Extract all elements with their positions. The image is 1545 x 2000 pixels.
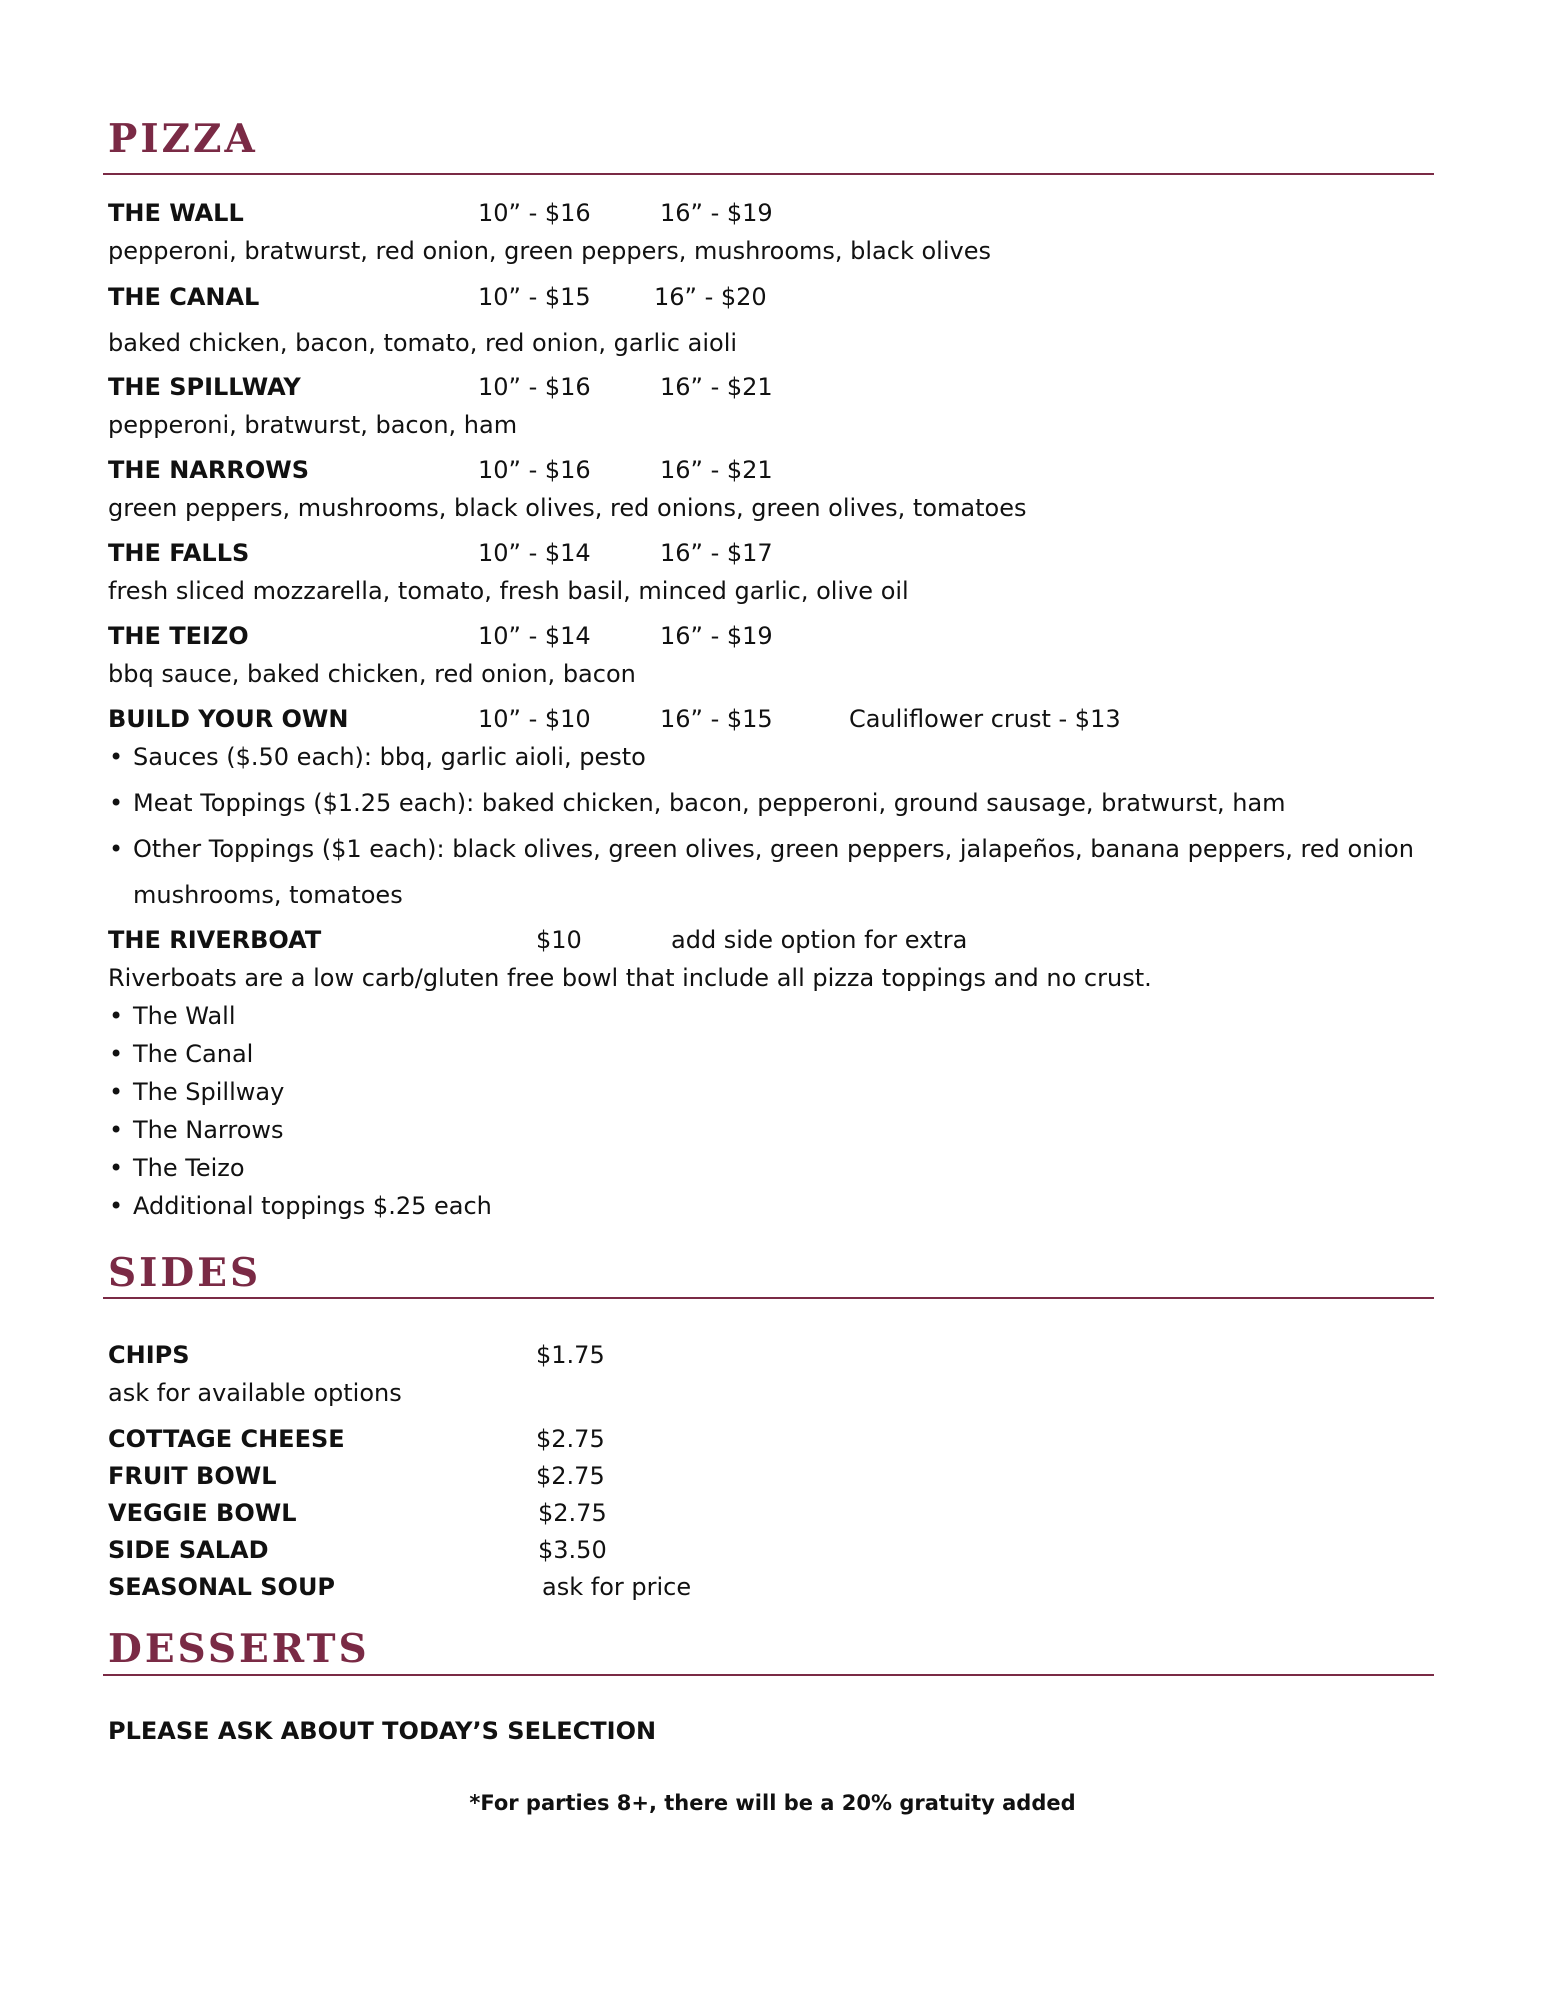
side-item-name: SEASONAL SOUP	[108, 1573, 336, 1601]
side-item-name: FRUIT BOWL	[108, 1462, 277, 1490]
pizza-item-name: THE NARROWS	[108, 456, 309, 484]
riverboat-extra-note: add side option for extra	[671, 926, 968, 954]
sides-divider	[103, 1297, 1434, 1299]
riverboat-option-text: The Teizo	[133, 1154, 245, 1182]
bullet-icon: •	[109, 1040, 124, 1068]
build-option-item	[109, 788, 1286, 818]
side-item-name: COTTAGE CHEESE	[108, 1425, 345, 1453]
pizza-item-price-16: 16” - $21	[660, 456, 773, 484]
cauliflower-crust-price: Cauliflower crust - $13	[849, 705, 1121, 733]
pizza-item-price-16: 16” - $20	[654, 283, 767, 311]
pizza-item-price-10: 10” - $16	[478, 456, 591, 484]
pizza-divider	[103, 173, 1434, 175]
pizza-item-description: baked chicken, bacon, tomato, red onion, garlic aioli	[108, 329, 738, 357]
side-item-price: $2.75	[536, 1425, 605, 1453]
side-item-price: $2.75	[536, 1462, 605, 1490]
build-option-item	[109, 834, 1414, 864]
pizza-item-price-16: 16” - $19	[660, 199, 773, 227]
desserts-divider	[103, 1674, 1434, 1676]
side-item-name: SIDE SALAD	[108, 1536, 269, 1564]
riverboat-option-text: Additional toppings $.25 each	[133, 1192, 492, 1220]
riverboat-option	[109, 1077, 285, 1107]
bullet-icon: •	[109, 743, 124, 771]
pizza-item-description: bbq sauce, baked chicken, red onion, bacon	[108, 660, 636, 688]
side-item-name: CHIPS	[108, 1341, 190, 1369]
side-item-description: ask for available options	[108, 1379, 402, 1407]
sides-heading: SIDES	[108, 1250, 262, 1296]
pizza-item-name: THE FALLS	[108, 539, 250, 567]
build-your-own-price-10: 10” - $10	[478, 705, 591, 733]
side-item-name: VEGGIE BOWL	[108, 1499, 297, 1527]
riverboat-option	[109, 1001, 236, 1031]
pizza-item-price-10: 10” - $14	[478, 622, 591, 650]
pizza-item-price-16: 16” - $19	[660, 622, 773, 650]
build-your-own-price-16: 16” - $15	[660, 705, 773, 733]
pizza-item-price-16: 16” - $21	[660, 373, 773, 401]
pizza-item-price-16: 16” - $17	[660, 539, 773, 567]
gratuity-note: *For parties 8+, there will be a 20% gratuity added	[469, 1791, 1076, 1815]
pizza-heading: PIZZA	[108, 116, 258, 162]
bullet-icon: •	[109, 789, 124, 817]
riverboat-name: THE RIVERBOAT	[108, 926, 322, 954]
pizza-item-price-10: 10” - $16	[478, 199, 591, 227]
desserts-text: PLEASE ASK ABOUT TODAY’S SELECTION	[108, 1717, 657, 1745]
riverboat-option-text: The Spillway	[133, 1078, 285, 1106]
pizza-item-name: THE TEIZO	[108, 622, 249, 650]
pizza-item-price-10: 10” - $14	[478, 539, 591, 567]
riverboat-option	[109, 1191, 492, 1221]
pizza-item-description: pepperoni, bratwurst, red onion, green peppers, mushrooms, black olives	[108, 237, 991, 265]
build-option-text: Other Toppings ($1 each): black olives, green olives, green peppers, jalapeños, banana peppers, red onion	[133, 835, 1414, 863]
bullet-icon: •	[109, 1002, 124, 1030]
side-item-price: $1.75	[536, 1341, 605, 1369]
bullet-icon: •	[109, 1078, 124, 1106]
riverboat-option	[109, 1115, 284, 1145]
build-option-text: Sauces ($.50 each): bbq, garlic aioli, pesto	[133, 743, 646, 771]
riverboat-price: $10	[536, 926, 582, 954]
pizza-item-price-10: 10” - $15	[478, 283, 591, 311]
pizza-item-description: green peppers, mushrooms, black olives, red onions, green olives, tomatoes	[108, 494, 1027, 522]
pizza-item-description: fresh sliced mozzarella, tomato, fresh basil, minced garlic, olive oil	[108, 577, 909, 605]
bullet-icon: •	[109, 1116, 124, 1144]
riverboat-option-text: The Wall	[133, 1002, 236, 1030]
riverboat-option	[109, 1153, 245, 1183]
riverboat-description: Riverboats are a low carb/gluten free bowl that include all pizza toppings and no crust.	[108, 964, 1152, 992]
side-item-price: $2.75	[538, 1499, 607, 1527]
riverboat-option-text: The Canal	[133, 1040, 254, 1068]
build-your-own-name: BUILD YOUR OWN	[108, 705, 349, 733]
bullet-icon: •	[109, 1154, 124, 1182]
bullet-icon: •	[109, 1192, 124, 1220]
desserts-heading: DESSERTS	[108, 1626, 370, 1672]
riverboat-option-text: The Narrows	[133, 1116, 284, 1144]
riverboat-option	[109, 1039, 254, 1069]
pizza-item-price-10: 10” - $16	[478, 373, 591, 401]
build-option-continuation: mushrooms, tomatoes	[133, 881, 403, 909]
pizza-item-name: THE WALL	[108, 199, 244, 227]
pizza-item-name: THE CANAL	[108, 283, 260, 311]
build-option-item	[109, 742, 646, 772]
pizza-item-description: pepperoni, bratwurst, bacon, ham	[108, 411, 518, 439]
build-option-text: Meat Toppings ($1.25 each): baked chicken, bacon, pepperoni, ground sausage, bratwurst, ham	[133, 789, 1286, 817]
side-item-price: $3.50	[538, 1536, 607, 1564]
pizza-item-name: THE SPILLWAY	[108, 373, 301, 401]
bullet-icon: •	[109, 835, 124, 863]
side-item-price: ask for price	[542, 1573, 692, 1601]
